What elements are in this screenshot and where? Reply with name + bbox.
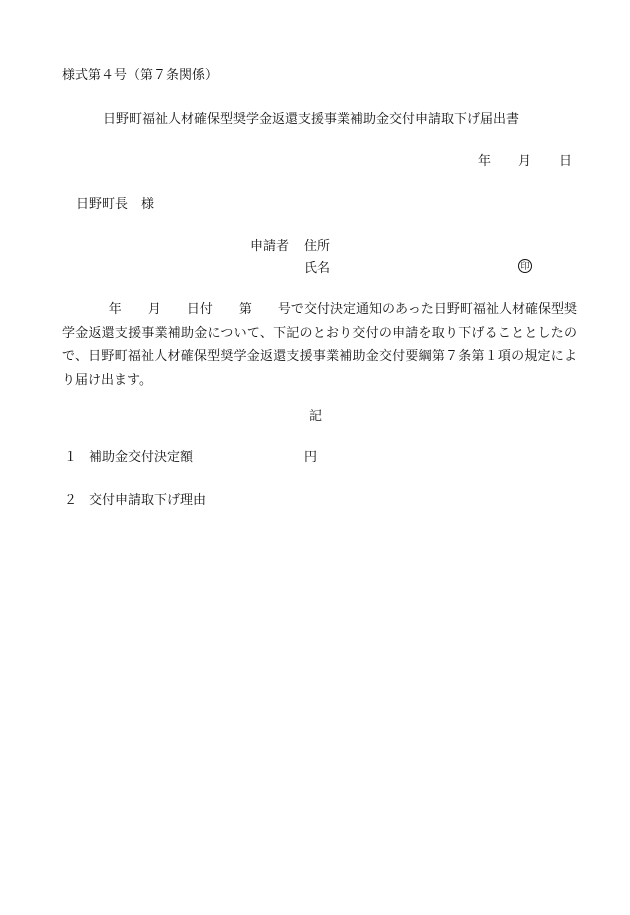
date-month-label: 月: [518, 154, 532, 169]
seal-mark: 印: [518, 259, 532, 273]
date-day-label: 日: [559, 154, 573, 169]
applicant-label: 申請者: [250, 239, 290, 254]
item-label: 交付申請取下げ理由: [89, 493, 207, 508]
name-label: 氏名: [304, 261, 331, 276]
date-year-label: 年: [478, 154, 492, 169]
address-label: 住所: [304, 239, 331, 254]
addressee: 日野町長 様: [76, 197, 155, 212]
body-paragraph: 年 月 日付 第 号で交付決定通知のあった日野町福祉人材確保型奨学金返還支援事業補助金について、下記のとおり交付の申請を取り下げることとしたので、日野町福祉人材確保型奨学金返還支援事業補助金交付要綱第７条第１項の規定により届け出ます。: [62, 302, 577, 388]
item-number: １: [64, 450, 78, 465]
item-label: 補助金交付決定額: [89, 450, 194, 465]
item-number: ２: [64, 493, 78, 508]
ki-heading: 記: [309, 409, 323, 424]
form-number: 様式第４号（第７条関係）: [62, 68, 219, 83]
document-title: 日野町福祉人材確保型奨学金返還支援事業補助金交付申請取下げ届出書: [103, 112, 520, 127]
item-unit: 円: [304, 450, 318, 465]
